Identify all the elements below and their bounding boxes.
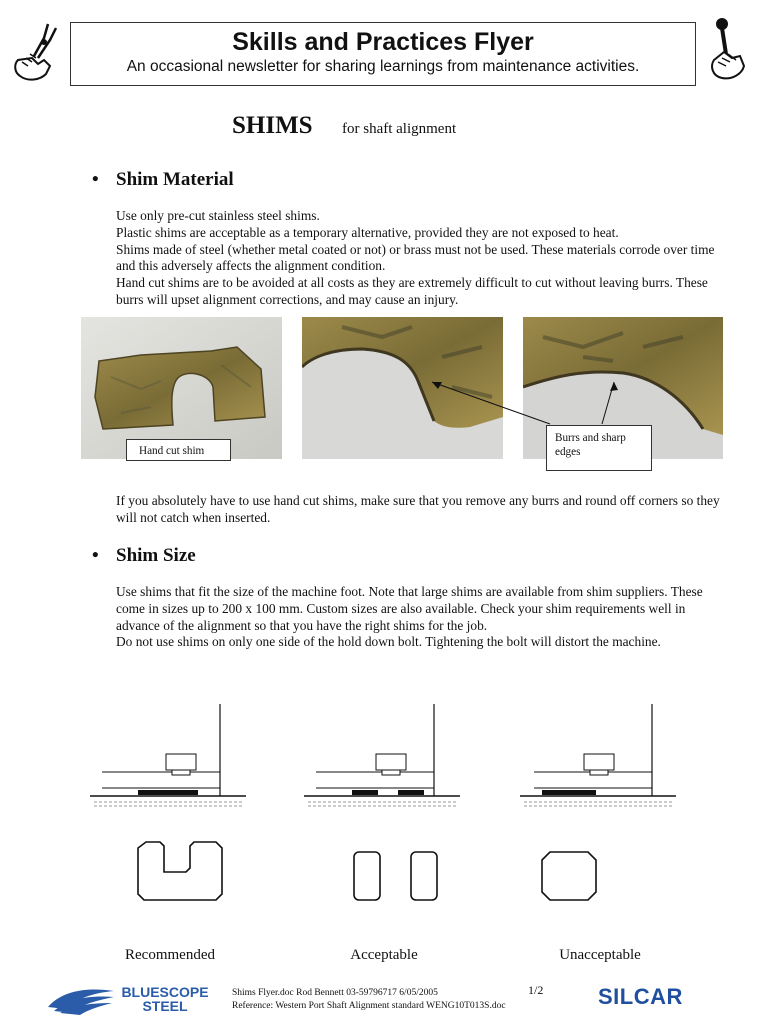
foot-section-unacceptable xyxy=(520,704,676,806)
paragraph: Use shims that fit the size of the machine foot. Note that large shims are available from shim suppliers. These come in sizes up to 200 x 100 mm. Custom sizes are also available. Check your shim requirements well in advance of the alignment so that you have the right shims for the job. xyxy=(116,584,703,633)
paragraph: Plastic shims are acceptable as a temporary alternative, provided they are not exposed to heat. xyxy=(116,224,619,240)
shim-shapes xyxy=(90,832,690,912)
shim-shape-unacceptable xyxy=(542,852,596,900)
bluescope-logo: BLUESCOPE STEEL xyxy=(121,984,209,1014)
doc-subtitle: for shaft alignment xyxy=(342,121,457,137)
header-title: Skills and Practices Flyer xyxy=(232,28,534,56)
bullet-icon: • xyxy=(92,545,99,566)
photo-hand-cut-shim xyxy=(81,317,282,459)
bluescope-logo-icon xyxy=(46,985,118,1015)
shim-shape-acceptable-left xyxy=(354,852,380,900)
footer-info: Shims Flyer.doc Rod Bennett 03-59796717 6/05/2005 Reference: Western Port Shaft Alignment standard WENG10T013S.doc xyxy=(232,988,506,1011)
foot-section-recommended xyxy=(90,704,246,806)
paragraph: Hand cut shims are to be avoided at all costs as they are extremely difficult to cut without leaving burrs. These burrs will upset alignment corrections, and may cause an injury. xyxy=(116,275,708,307)
foot-cross-sections xyxy=(90,700,690,812)
material-paragraphs xyxy=(116,208,728,309)
burr-arrows xyxy=(420,372,620,432)
header-banner xyxy=(70,22,696,86)
hand-cut-advice: If you absolutely have to use hand cut shims, make sure that you remove any burrs and round off corners so they will not catch when inserted. xyxy=(116,493,720,525)
doc-title: SHIMS xyxy=(232,112,313,139)
hand-holding-pliers-icon xyxy=(10,20,62,86)
hand-holding-wrench-icon xyxy=(704,16,756,82)
header-subtitle: An occasional newsletter for sharing learnings from maintenance activities. xyxy=(126,58,640,75)
section-heading-size: • Shim Size xyxy=(92,545,196,566)
bullet-icon: • xyxy=(92,169,99,190)
label-recommended: Recommended xyxy=(125,947,215,963)
label-hand-cut-shim: Hand cut shim xyxy=(126,439,231,461)
paragraph: Shims made of steel (whether metal coated or not) or brass must not be used. These materials corrode over time and this adversely affects the alignment condition. xyxy=(116,241,715,274)
shim-shape-recommended xyxy=(138,842,222,900)
page-number: 1/2 xyxy=(528,983,544,997)
foot-section-acceptable xyxy=(304,704,460,806)
shim-shape-acceptable-right xyxy=(411,852,437,900)
label-burrs: Burrs and sharp edges xyxy=(546,425,652,471)
label-unacceptable: Unacceptable xyxy=(559,947,641,963)
label-acceptable: Acceptable xyxy=(350,947,418,963)
paragraph: Do not use shims on only one side of the hold down bolt. Tightening the bolt will distort the machine. xyxy=(116,634,661,650)
size-paragraphs xyxy=(116,584,728,651)
section-heading-material: • Shim Material xyxy=(92,169,234,190)
silcar-logo: SILCAR xyxy=(598,984,683,1009)
paragraph: Use only pre-cut stainless steel shims. xyxy=(116,208,320,223)
